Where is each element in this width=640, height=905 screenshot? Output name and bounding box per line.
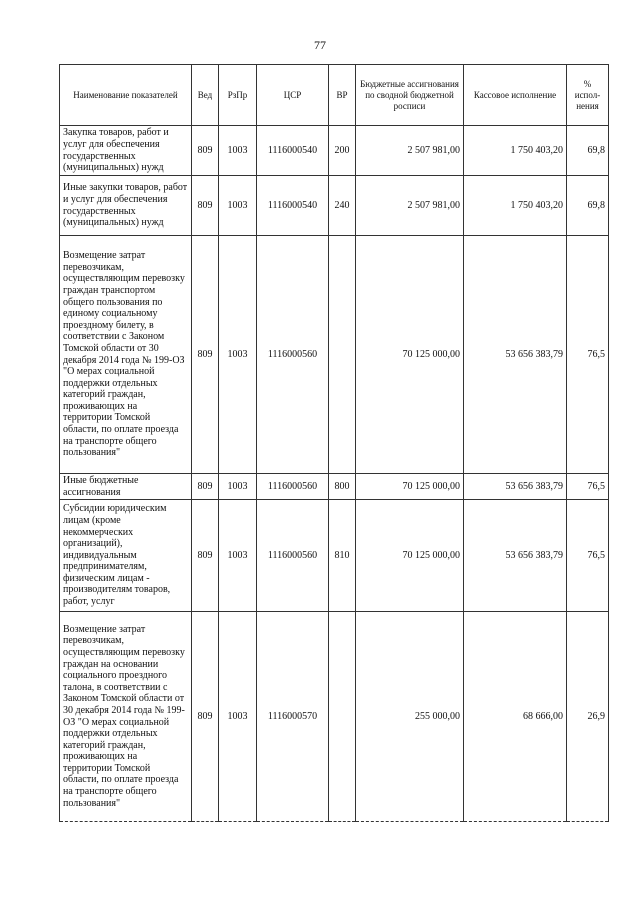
table-row: [60, 176, 609, 236]
table-row: [60, 474, 609, 500]
row-vr: 800: [329, 474, 356, 500]
row-percent: 76,5: [567, 236, 609, 474]
row-ved: 809: [192, 474, 219, 500]
row-csr: 1116000540: [257, 126, 329, 176]
row-cash: 68 666,00: [464, 612, 567, 822]
row-name: Иные закупки товаров, работ и услуг для обеспечения государственных (муниципальных) нужд: [60, 176, 192, 236]
table-row: [60, 612, 609, 822]
row-vr: [329, 236, 356, 474]
row-csr: 1116000540: [257, 176, 329, 236]
header-csr: ЦСР: [257, 65, 329, 126]
row-budget: 70 125 000,00: [356, 500, 464, 612]
row-vr: 200: [329, 126, 356, 176]
row-csr: 1116000560: [257, 474, 329, 500]
row-vr: [329, 612, 356, 822]
row-budget: 255 000,00: [356, 612, 464, 822]
row-ved: 809: [192, 612, 219, 822]
row-percent: 76,5: [567, 474, 609, 500]
row-ved: 809: [192, 176, 219, 236]
row-percent: 69,8: [567, 126, 609, 176]
header-rzpr: РзПр: [219, 65, 257, 126]
row-vr: 240: [329, 176, 356, 236]
row-percent: 76,5: [567, 500, 609, 612]
header-name: Наименование показателей: [60, 65, 192, 126]
row-cash: 1 750 403,20: [464, 126, 567, 176]
row-csr: 1116000560: [257, 500, 329, 612]
row-name: Возмещение затрат перевозчикам, осуществляющим перевозку граждан на основании социального проездного талона, в соответствии с Законом Томской области от 30 декабря 2014 года № 199-ОЗ "О мерах социальной поддержки отдельных категорий граждан, проживающих на территории Томской области, по оплате проезда на транспорте общего пользования": [60, 612, 192, 822]
row-rzpr: 1003: [219, 474, 257, 500]
row-name: Субсидии юридическим лицам (кроме некоммерческих организаций), индивидуальным предпринимателям, физическим лицам - производителям товаров, работ, услуг: [60, 500, 192, 612]
row-rzpr: 1003: [219, 236, 257, 474]
header-ved: Вед: [192, 65, 219, 126]
table-row: [60, 236, 609, 474]
row-rzpr: 1003: [219, 612, 257, 822]
row-ved: 809: [192, 500, 219, 612]
table-header-row: [60, 65, 609, 126]
row-rzpr: 1003: [219, 126, 257, 176]
row-ved: 809: [192, 126, 219, 176]
row-cash: 53 656 383,79: [464, 500, 567, 612]
header-percent: % испол-нения: [567, 65, 609, 126]
row-percent: 26,9: [567, 612, 609, 822]
budget-execution-table: [59, 64, 609, 822]
row-name: Возмещение затрат перевозчикам, осуществляющим перевозку граждан транспортом общего пользования по единому социальному проездному билету, в соответствии с Законом Томской области от 30 декабря 2014 года № 199-ОЗ "О мерах социальной поддержки отдельных категорий граждан, проживающих на территории Томской области, по оплате проезда на транспорте общего пользования": [60, 236, 192, 474]
row-csr: 1116000560: [257, 236, 329, 474]
row-ved: 809: [192, 236, 219, 474]
row-percent: 69,8: [567, 176, 609, 236]
row-cash: 53 656 383,79: [464, 474, 567, 500]
row-budget: 2 507 981,00: [356, 176, 464, 236]
header-cash: Кассовое исполнение: [464, 65, 567, 126]
header-budget: Бюджетные ассигнования по сводной бюджетной росписи: [356, 65, 464, 126]
row-cash: 53 656 383,79: [464, 236, 567, 474]
row-csr: 1116000570: [257, 612, 329, 822]
page-number: 77: [314, 38, 326, 52]
table-row: [60, 126, 609, 176]
table-row: [60, 500, 609, 612]
header-vr: ВР: [329, 65, 356, 126]
row-cash: 1 750 403,20: [464, 176, 567, 236]
row-budget: 70 125 000,00: [356, 236, 464, 474]
row-name: Закупка товаров, работ и услуг для обеспечения государственных (муниципальных) нужд: [60, 126, 192, 176]
row-budget: 2 507 981,00: [356, 126, 464, 176]
row-rzpr: 1003: [219, 500, 257, 612]
row-vr: 810: [329, 500, 356, 612]
row-budget: 70 125 000,00: [356, 474, 464, 500]
row-name: Иные бюджетные ассигнования: [60, 474, 192, 500]
row-rzpr: 1003: [219, 176, 257, 236]
